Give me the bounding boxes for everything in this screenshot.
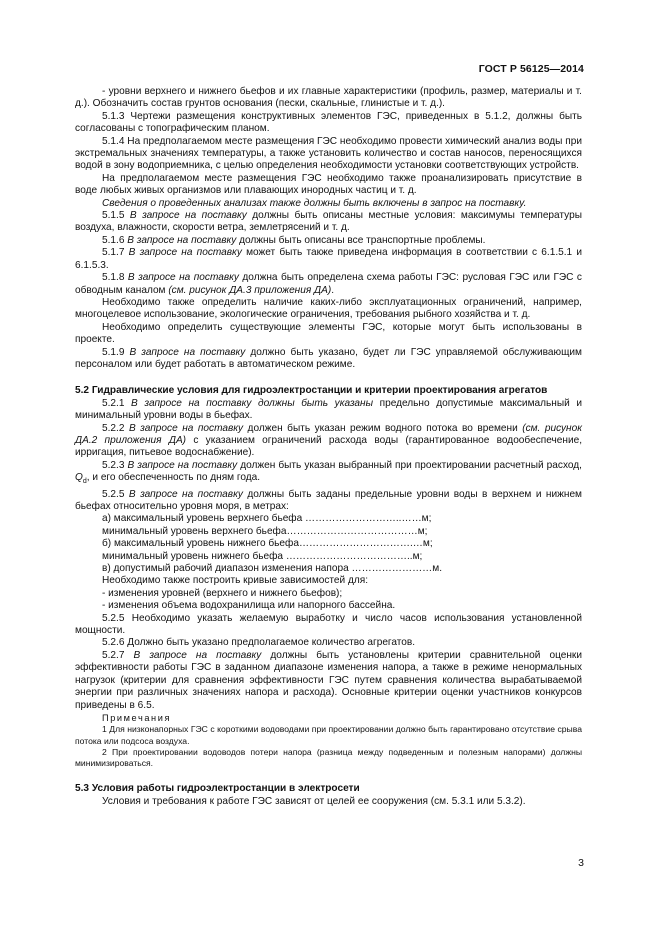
paragraph: - изменения уровней (верхнего и нижнего бьефов); [102,587,343,599]
document-body [75,86,582,808]
paragraph [75,460,582,489]
italic-text: В запросе на поставку [128,488,243,500]
note-item: 2 При проектировании водоводов потери напора (разница между подведенным и полезным напорами) должны минимизироваться. [75,746,582,768]
paragraph [75,198,582,210]
list-line: в) допустимый рабочий диапазон изменения напора ……………………м. [102,563,443,575]
text: предельно допустимые максимальный и минимальный уровни воды в бьефах. [75,397,582,422]
paragraph: 5.1.3 Чертежи размещения конструктивных элементов ГЭС, приведенных в 5.1.2, должны быть согласованы с топографическим планом. [75,110,582,135]
notes-title: Примечания [102,712,172,723]
paragraph [75,347,582,372]
page-number: 3 [578,857,584,869]
clause-number: 5.2.1 [102,397,132,409]
paragraph [75,398,582,423]
paragraph [75,489,582,514]
paragraph: Условия и требования к работе ГЭС зависят от целей ее сооружения (см. 5.3.1 или 5.3.2). [102,795,526,807]
paragraph [75,650,582,712]
paragraph: 5.2.5 Необходимо указать желаемую выработку и число часов использования установленной мощности. [75,612,582,637]
paragraph: Необходимо также построить кривые зависимостей для: [102,575,369,587]
list-line: минимальный уровень верхнего бьефа…………………………………м; [102,525,428,537]
clause-number: 5.1.8 [102,272,128,284]
clause-number: 5.2.3 [102,459,128,471]
italic-text: В запросе на поставку [128,247,242,259]
clause-number: 5.2.5 [102,488,129,500]
paragraph [75,272,582,297]
paragraph: На предполагаемом месте размещения ГЭС необходимо также проанализировать присутствие в воде любых живых организмов или плавающих инородных частиц и т. д. [75,172,582,197]
text: должен быть указан выбранный при проектировании расчетный расход, [237,459,582,471]
clause-number: 5.2.7 [102,649,134,661]
italic-text: В запросе на поставку [127,234,237,246]
subscript: d [82,478,87,486]
clause-number: 5.1.9 [102,346,130,358]
text: должны быть описаны местные условия: максимумы температуры воздуха, влажности, скорости ветра, землетрясений и т. д. [75,210,582,234]
text: , и его обеспеченность по дням года. [86,472,261,484]
paragraph: Необходимо определить существующие элементы ГЭС, которые могут быть использованы в проекте. [75,321,582,346]
italic-text: В запросе на поставку [127,272,239,284]
clause-number: 5.2.2 [102,422,129,434]
paragraph [75,247,582,272]
paragraph [75,423,582,460]
text: должны быть установлены критерии сравнительной оценки эффективности работы ГЭС в заданном диапазоне изменения напора, а также в режиме ненормальных нагрузок (критерии для сравнения эффективности ГЭС путем сравнения количества вырабатываемой энергии при различных значениях напора и расхода). Основные критерии оценки участников конкурсов приведены в 6.5. [75,649,582,711]
text: с указанием ограничений расхода воды (гарантированное водообеспечение, ирригация, питьевое водоснабжение). [75,434,582,459]
section-heading: 5.2 Гидравлические условия для гидроэлектростанции и критерии проектирования агрегатов [75,385,548,397]
italic-text: (см. рисунок ДА.3 приложения ДА) [168,284,332,296]
paragraph: 5.2.6 Должно быть указано предполагаемое количество агрегатов. [102,637,416,649]
flow-symbol: Q [75,472,83,484]
italic-text: В запросе на поставку [129,210,247,222]
text: должен быть указан режим водного потока во времени [243,422,523,434]
clause-number: 5.1.5 [102,210,130,222]
paragraph [75,235,582,247]
list-line: минимальный уровень нижнего бьефа ………………………………..м; [102,550,423,562]
italic-text: Сведения о проведенных анализах также должны быть включены в запрос на поставку. [102,197,527,209]
italic-text: В запросе на поставку [129,346,246,358]
text: должны быть описаны все транспортные проблемы. [236,234,486,246]
note-item: 1 Для низконапорных ГЭС с короткими водоводами при проектировании должно быть гарантировано отсутствие срыва потока или подсоса воздуха. [75,724,582,746]
text: должны быть заданы предельные уровни воды в верхнем и нижнем бьефах относительно уровня моря, в метрах: [75,488,582,513]
paragraph: Необходимо также определить наличие каких-либо эксплуатационных ограничений, например, многоцелевое использование, экологические ограничения, требования рыбного хозяйства и т. д. [75,296,582,321]
paragraph [75,210,582,235]
list-line: б) максимальный уровень нижнего бьефа…………………………….…м; [102,538,433,550]
clause-number: 5.1.7 [102,247,129,259]
text: должно быть указано, будет ли ГЭС управляемой обслуживающим персоналом или будет работать в автоматическом режиме. [75,346,582,370]
clause-number: 5.1.6 [102,234,128,246]
paragraph: 5.1.4 На предполагаемом месте размещения ГЭС необходимо провести химический анализ воды при экстремальных значениях температуры, а также установить количество и состав наносов, переносящихся водой в зону водоприемника, с целью определения необходимости установки соответствующих устройств. [75,135,582,172]
standard-header: ГОСТ Р 56125—2014 [478,63,584,75]
italic-text: В запросе на поставку [128,422,244,434]
text: . [331,284,335,296]
list-line: а) максимальный уровень верхнего бьефа ………………………..……м; [102,513,432,525]
italic-text: В запросе на поставку должны быть указаны [131,397,374,409]
italic-text: В запросе на поставку [127,459,238,471]
paragraph: - уровни верхнего и нижнего бьефов и их главные характеристики (профиль, размер, материалы и т. д.). Обозначить состав грунтов основания (пески, скальные, глинистые и т. д.). [75,86,582,110]
section-heading: 5.3 Условия работы гидроэлектростанции в электросети [75,783,360,795]
text: должна быть определена схема работы ГЭС: русловая ГЭС или ГЭС с обводным каналом [75,272,582,296]
italic-text: (см. рисунок ДА.2 приложения ДА) [75,422,582,446]
text: может быть также приведена информация в соответствии с 6.1.5.1 и 6.1.5.3. [75,247,583,271]
italic-text: В запросе на поставку [133,649,262,661]
paragraph: - изменения объема водохранилища или напорного бассейна. [102,600,396,612]
